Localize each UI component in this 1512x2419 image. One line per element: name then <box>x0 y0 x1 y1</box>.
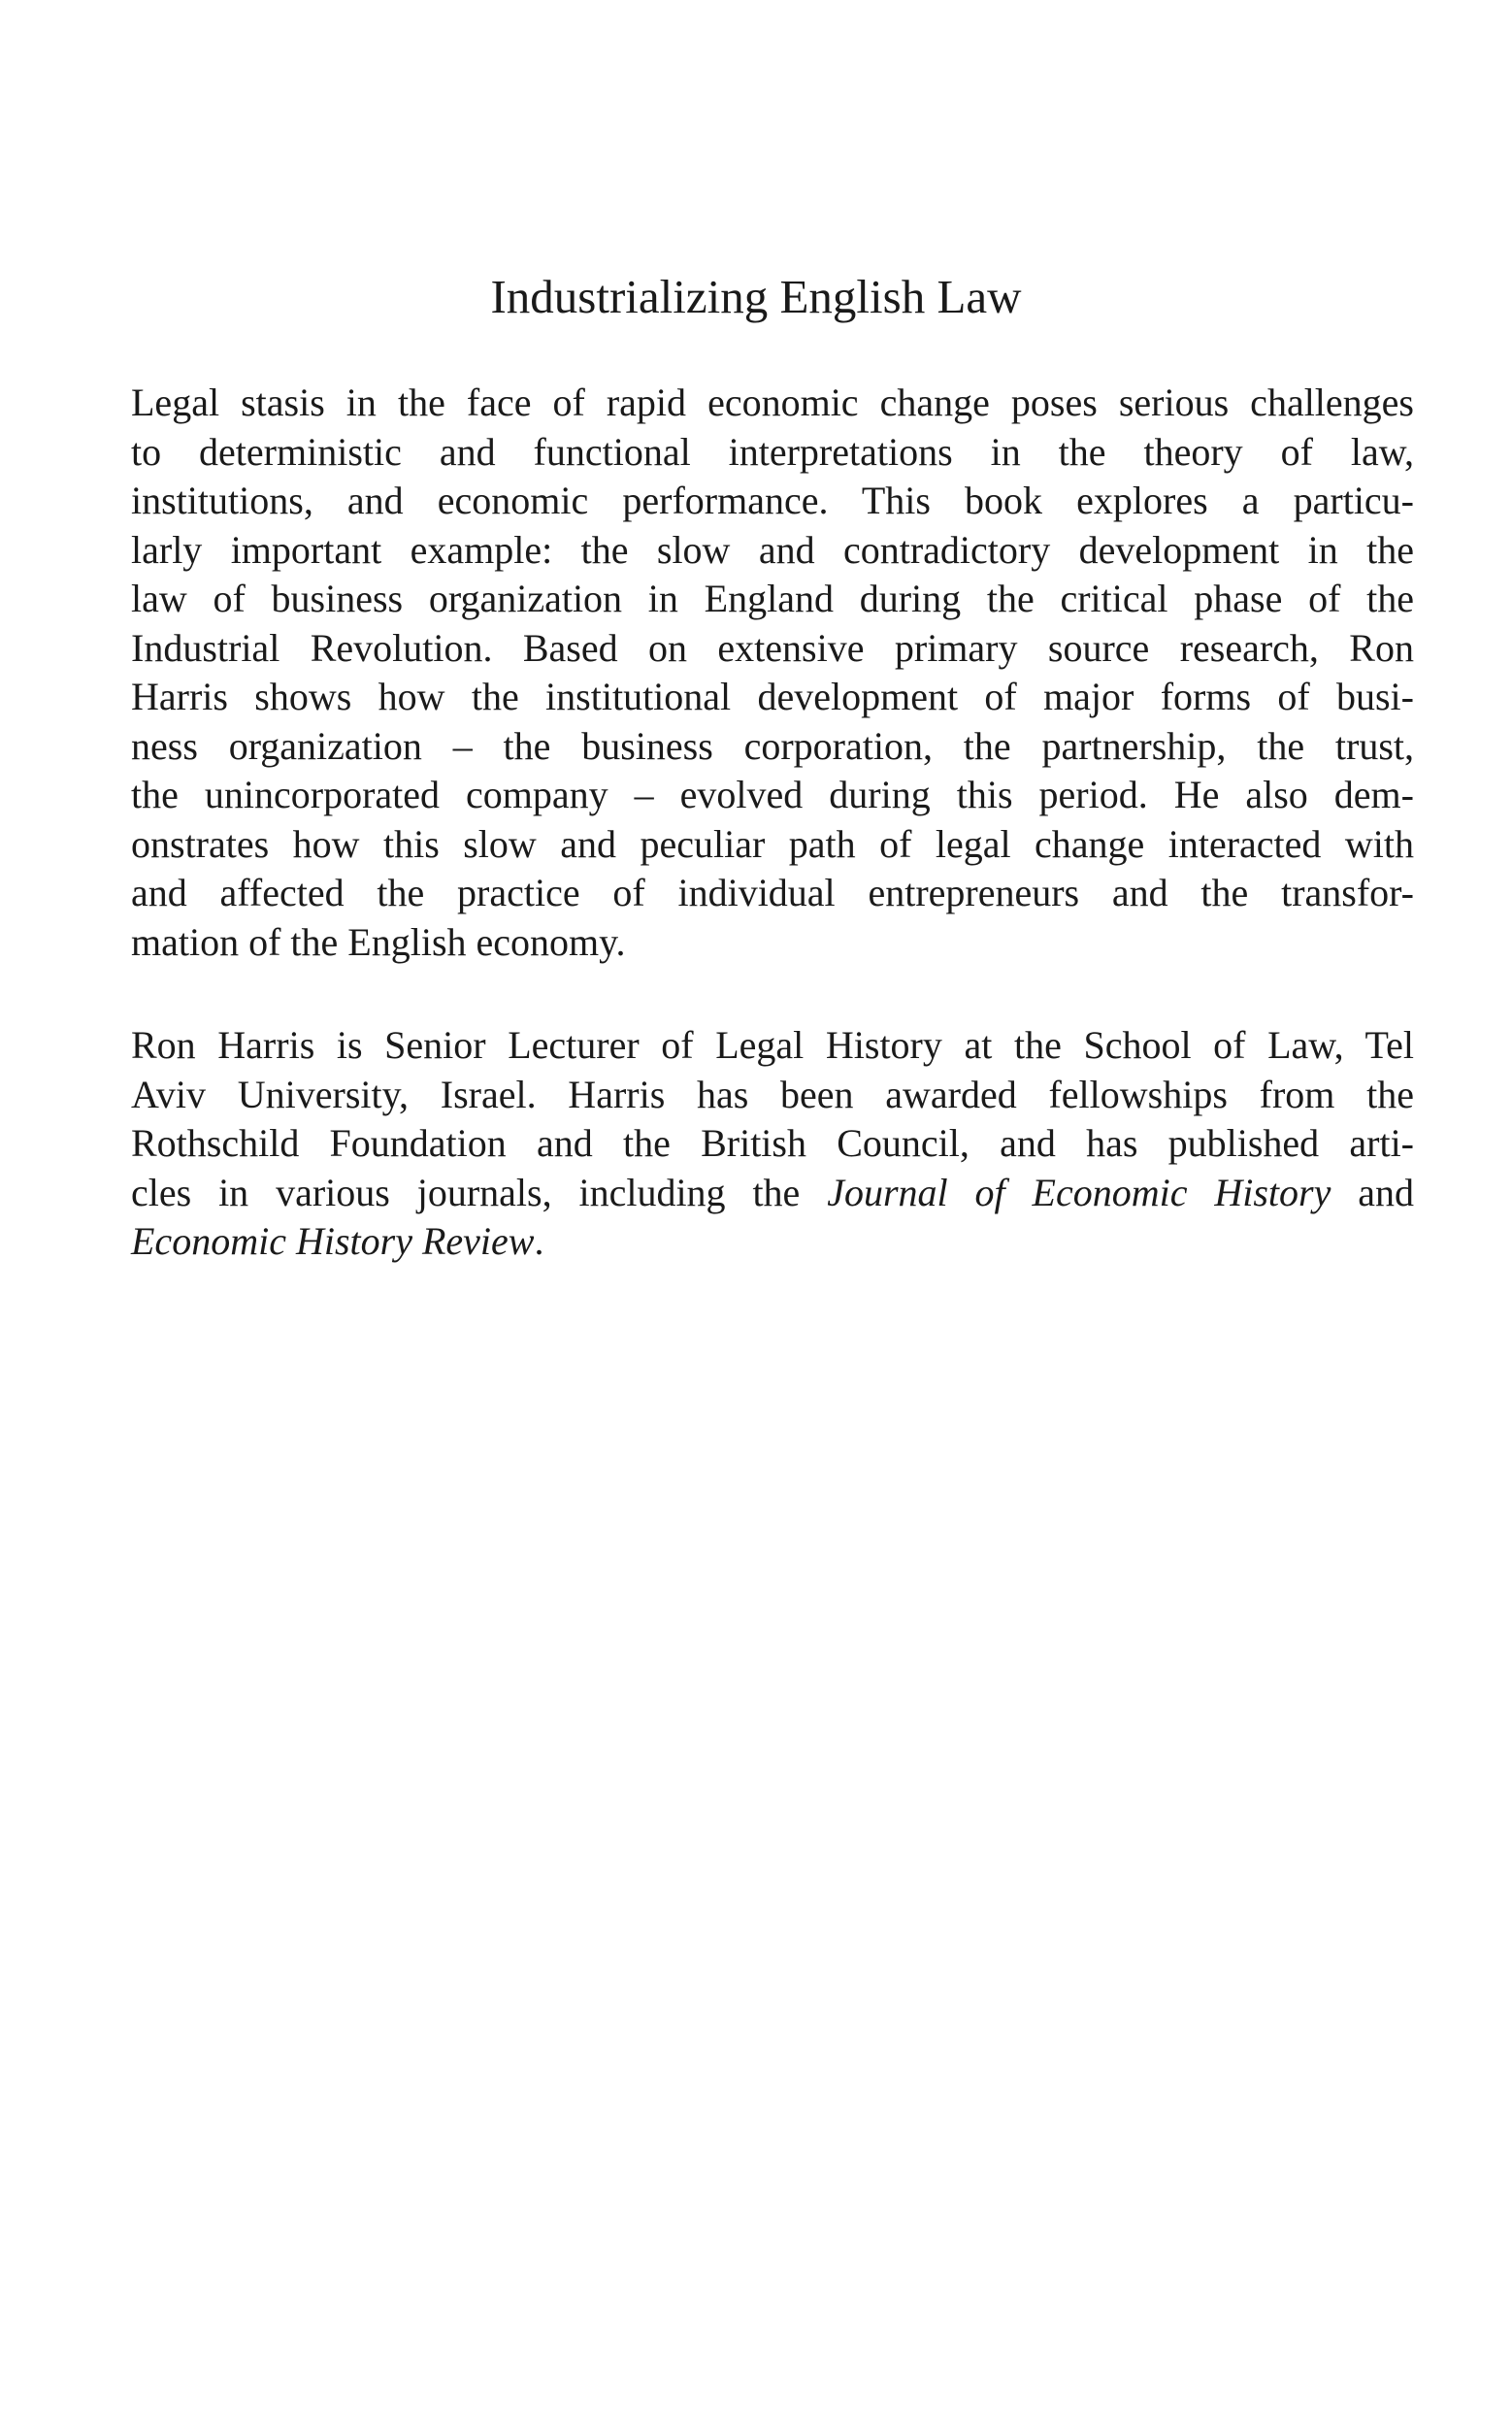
bio-text: cles in various journals, including the <box>131 1170 828 1214</box>
description-line: law of business organization in England during the critical phase of the <box>131 577 1414 620</box>
description-line: mation of the English economy. <box>131 919 626 964</box>
bio-line: Ron Harris is Senior Lecturer of Legal History at the School of Law, Tel <box>131 1023 1414 1067</box>
description-line: onstrates how this slow and peculiar path of legal change interacted with <box>131 821 1414 866</box>
description-line: larly important example: the slow and contradictory development in the <box>131 527 1414 572</box>
description-line: institutions, and economic performance. This book explores a particu- <box>131 479 1414 522</box>
book-title: Industrializing English Law <box>490 270 1022 323</box>
bio-text: . <box>534 1219 544 1263</box>
description-line: the unincorporated company – evolved during this period. He also dem- <box>131 773 1414 816</box>
author-bio <box>131 1021 1414 1267</box>
description-line: Industrial Revolution. Based on extensive primary source research, Ron <box>131 625 1414 670</box>
bio-line <box>131 1217 1414 1267</box>
description-line: ness organization – the business corporation, the partnership, the trust, <box>131 723 1414 768</box>
journal-title: Economic History Review <box>131 1219 535 1263</box>
description-line: Harris shows how the institutional development of major forms of busi- <box>131 675 1414 718</box>
description-line: and affected the practice of individual entrepreneurs and the transfor- <box>131 871 1414 914</box>
description-line: to deterministic and functional interpretations in the theory of law, <box>131 429 1414 474</box>
bio-line: Aviv University, Israel. Harris has been awarded fellowships from the <box>131 1072 1414 1116</box>
bio-text: and <box>1331 1170 1414 1214</box>
bio-line <box>131 1169 1414 1218</box>
description-line: Legal stasis in the face of rapid economic change poses serious challenges <box>131 381 1414 424</box>
journal-title: Journal of Economic History <box>827 1170 1331 1214</box>
book-description <box>131 379 1414 967</box>
bio-line: Rothschild Foundation and the British Council, and has published arti- <box>131 1121 1414 1165</box>
